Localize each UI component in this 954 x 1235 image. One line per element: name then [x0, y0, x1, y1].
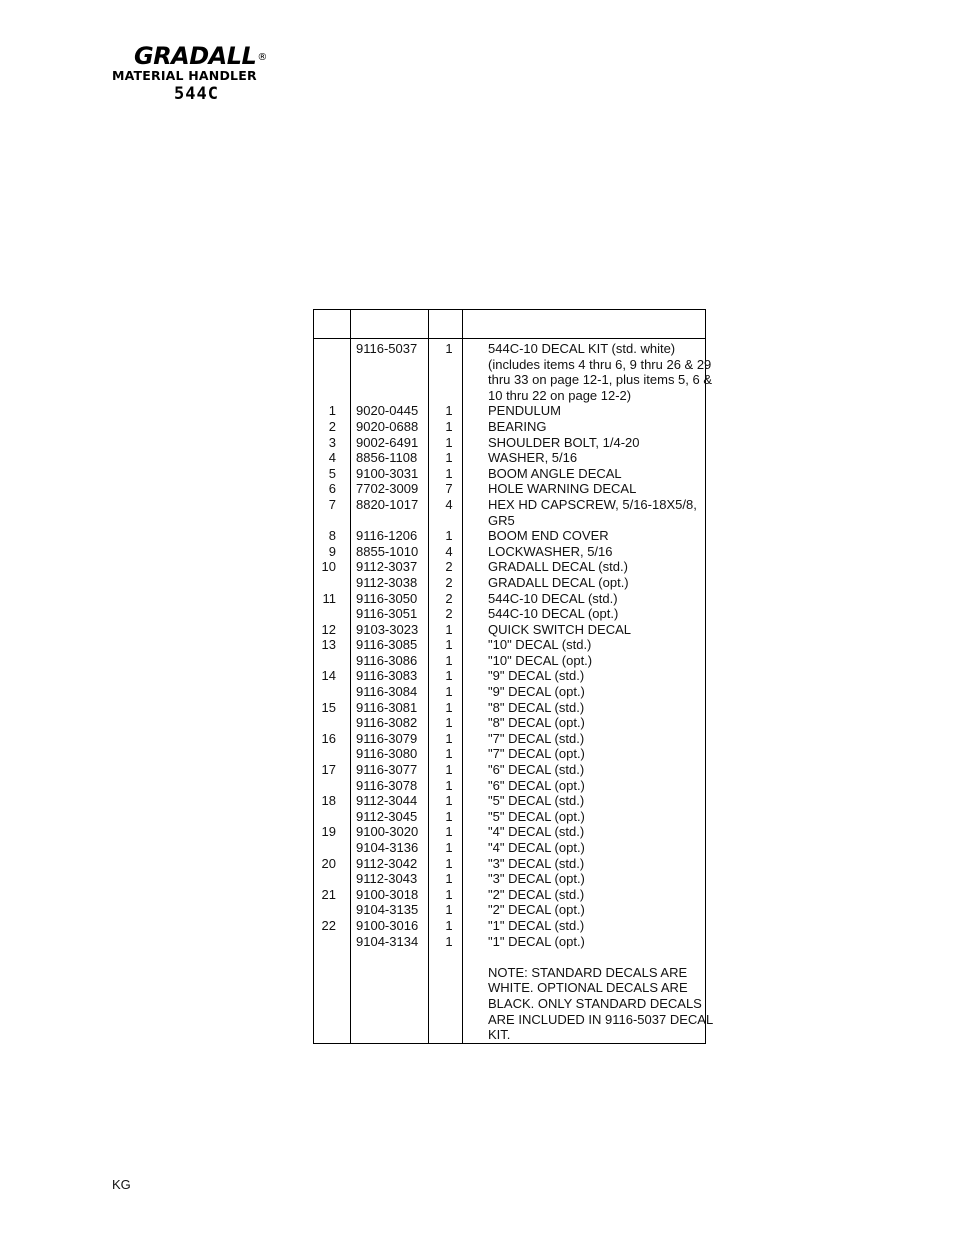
table-row — [314, 684, 705, 700]
table-row — [314, 918, 705, 934]
model-number: 544C — [174, 84, 219, 104]
quantity: 1 — [445, 746, 453, 762]
quantity: 1 — [445, 933, 453, 949]
description: PENDULUM — [488, 403, 561, 419]
quantity: 1 — [445, 777, 453, 793]
item-number: 15 — [321, 699, 336, 715]
description: "1" DECAL (opt.) — [488, 933, 585, 949]
description: BOOM ANGLE DECAL — [488, 465, 622, 481]
footer-code: KG — [112, 1177, 131, 1192]
item-number: 4 — [328, 450, 336, 466]
table-row — [314, 341, 713, 403]
quantity: 1 — [445, 621, 453, 637]
parts-table — [313, 309, 713, 1044]
table-row — [314, 700, 705, 716]
item-number — [314, 809, 336, 825]
note-row — [314, 964, 713, 1043]
description: "4" DECAL (opt.) — [488, 840, 585, 855]
part-number: 9002-6491 — [356, 434, 419, 450]
part-number: 9112-3037 — [356, 559, 418, 575]
part-number: 9112-3044 — [356, 793, 418, 809]
description: "8" DECAL (std.) — [488, 699, 585, 715]
item-number: 20 — [321, 855, 336, 871]
quantity: 1 — [445, 917, 453, 933]
brand-name-text: GRADALL — [134, 42, 257, 70]
item-number: 3 — [328, 434, 336, 450]
part-number: 9103-3023 — [356, 621, 419, 637]
description: HEX HD CAPSCREW, 5/16-18X5/8, GR5 — [488, 496, 697, 528]
quantity: 1 — [445, 808, 453, 824]
table-row — [314, 934, 705, 950]
table-row — [314, 466, 705, 482]
table-row — [314, 824, 705, 840]
part-number: 9116-3081 — [356, 699, 418, 715]
item-number: 18 — [321, 793, 336, 809]
table-row — [314, 653, 705, 669]
item-number — [314, 840, 336, 856]
description: "2" DECAL (std.) — [488, 886, 585, 902]
quantity: 1 — [445, 450, 453, 466]
item-number — [314, 871, 336, 887]
quantity: 1 — [445, 871, 453, 887]
table-row — [314, 403, 705, 419]
parts-table-body — [314, 341, 713, 1043]
part-number: 9116-3051 — [356, 606, 418, 622]
item-number: 2 — [328, 418, 336, 434]
quantity: 2 — [445, 606, 453, 622]
quantity: 2 — [445, 559, 453, 575]
item-number: 12 — [321, 621, 336, 637]
item-number — [314, 684, 336, 700]
description: QUICK SWITCH DECAL — [488, 621, 632, 637]
quantity: 1 — [445, 528, 453, 544]
item-number: 21 — [321, 886, 336, 902]
part-number: 8856-1108 — [356, 450, 418, 466]
quantity: 4 — [445, 496, 453, 512]
table-row — [314, 481, 705, 497]
empty-cell — [336, 965, 434, 1043]
empty-cell — [314, 965, 336, 1043]
item-number: 7 — [328, 496, 336, 512]
description: "3" DECAL (opt.) — [488, 871, 585, 887]
part-number: 9100-3016 — [356, 917, 419, 933]
item-number — [314, 653, 336, 669]
description: "3" DECAL (std.) — [488, 855, 585, 871]
table-row — [314, 544, 705, 560]
table-row — [314, 871, 705, 887]
part-number: 7702-3009 — [356, 481, 419, 497]
quantity: 1 — [445, 730, 453, 746]
quantity: 1 — [445, 855, 453, 871]
quantity: 1 — [445, 403, 453, 419]
part-number: 9104-3134 — [356, 933, 419, 949]
part-number: 9116-3084 — [356, 684, 418, 700]
part-number: 9104-3135 — [356, 902, 419, 918]
quantity: 1 — [445, 637, 453, 653]
table-row — [314, 419, 705, 435]
description: 544C-10 DECAL (std.) — [488, 590, 618, 606]
description: "9" DECAL (opt.) — [488, 684, 585, 700]
part-number: 9116-3050 — [356, 590, 418, 606]
item-number: 8 — [328, 528, 336, 544]
part-number: 9104-3136 — [356, 840, 419, 855]
brand-subtitle: MATERIAL HANDLER — [112, 68, 257, 83]
table-row — [314, 715, 705, 731]
table-row — [314, 840, 705, 856]
table-row — [314, 591, 705, 607]
header-divider — [314, 338, 705, 339]
description: BEARING — [488, 418, 547, 434]
part-number: 9020-0445 — [356, 403, 419, 419]
quantity: 1 — [445, 684, 453, 700]
description: BOOM END COVER — [488, 528, 609, 544]
part-number: 9100-3018 — [356, 886, 419, 902]
table-row — [314, 450, 705, 466]
table-row — [314, 559, 705, 575]
item-number — [314, 715, 336, 731]
table-row — [314, 637, 705, 653]
description: WASHER, 5/16 — [488, 450, 578, 466]
part-number: 9112-3042 — [356, 855, 418, 871]
part-number: 9112-3038 — [356, 574, 418, 590]
description: "4" DECAL (std.) — [488, 824, 585, 840]
quantity: 1 — [445, 668, 453, 684]
description: "10" DECAL (opt.) — [488, 652, 593, 668]
table-row — [314, 731, 705, 747]
part-number: 9020-0688 — [356, 418, 419, 434]
quantity: 1 — [445, 840, 453, 855]
item-number: 14 — [321, 668, 336, 684]
description: "6" DECAL (std.) — [488, 762, 585, 778]
item-number: 22 — [321, 917, 336, 933]
part-number: 9100-3020 — [356, 824, 419, 840]
quantity: 1 — [445, 793, 453, 809]
table-row — [314, 856, 705, 872]
part-number: 9116-3077 — [356, 762, 418, 778]
part-number: 9116-5037 — [356, 341, 418, 356]
description: "7" DECAL (std.) — [488, 730, 585, 746]
quantity: 7 — [445, 481, 453, 497]
quantity: 1 — [445, 824, 453, 840]
item-number — [314, 934, 336, 950]
table-row — [314, 902, 705, 918]
quantity: 1 — [445, 715, 453, 731]
item-number — [314, 778, 336, 794]
part-number: 9112-3043 — [356, 871, 418, 887]
table-row — [314, 575, 705, 591]
note-text: NOTE: STANDARD DECALS ARE WHITE. OPTIONAL DECALS ARE BLACK. ONLY STANDARD DECALS ARE INCLUDED IN 9116-5037 DECAL KIT. — [488, 964, 713, 1043]
description: "8" DECAL (opt.) — [488, 715, 585, 731]
quantity: 1 — [445, 341, 453, 356]
description: 544C-10 DECAL KIT (std. white) (includes items 4 thru 6, 9 thru 26 & 29 thru 33 on page 12-1, plus items 5, 6 & 10 thru 22 on page 12-2) — [488, 341, 713, 403]
item-number — [314, 341, 336, 403]
part-number: 9116-1206 — [356, 528, 418, 544]
table-row — [314, 793, 705, 809]
description: "2" DECAL (opt.) — [488, 902, 585, 918]
description: "1" DECAL (std.) — [488, 917, 585, 933]
table-row — [314, 606, 705, 622]
quantity: 1 — [445, 418, 453, 434]
empty-cell — [434, 965, 464, 1043]
quantity: 2 — [445, 590, 453, 606]
item-number — [314, 902, 336, 918]
table-row — [314, 622, 705, 638]
registered-mark: ® — [257, 52, 267, 63]
table-row — [314, 762, 705, 778]
description: GRADALL DECAL (std.) — [488, 559, 628, 575]
description: "6" DECAL (opt.) — [488, 777, 585, 793]
table-row — [314, 497, 705, 528]
part-number: 9116-3083 — [356, 668, 418, 684]
description: LOCKWASHER, 5/16 — [488, 543, 613, 559]
description: 544C-10 DECAL (opt.) — [488, 606, 619, 622]
quantity: 1 — [445, 699, 453, 715]
spacer — [314, 949, 705, 965]
item-number: 19 — [321, 824, 336, 840]
item-number: 5 — [328, 465, 336, 481]
item-number — [314, 606, 336, 622]
quantity: 1 — [445, 434, 453, 450]
table-row — [314, 746, 705, 762]
part-number: 9100-3031 — [356, 465, 419, 481]
item-number: 10 — [321, 559, 336, 575]
quantity: 1 — [445, 762, 453, 778]
item-number: 16 — [321, 730, 336, 746]
part-number: 9116-3080 — [356, 746, 418, 762]
part-number: 9116-3078 — [356, 777, 418, 793]
brand-name — [134, 42, 267, 70]
description: "10" DECAL (std.) — [488, 637, 592, 653]
item-number — [314, 575, 336, 591]
description: "5" DECAL (std.) — [488, 793, 585, 809]
part-number: 9116-3082 — [356, 715, 418, 731]
item-number: 11 — [322, 590, 336, 606]
quantity: 1 — [445, 902, 453, 918]
table-row — [314, 778, 705, 794]
quantity: 1 — [445, 465, 453, 481]
part-number: 9116-3086 — [356, 652, 418, 668]
item-number: 9 — [328, 543, 336, 559]
item-number: 13 — [321, 637, 336, 653]
description: SHOULDER BOLT, 1/4-20 — [488, 434, 640, 450]
part-number: 9112-3045 — [356, 808, 418, 824]
table-row — [314, 528, 705, 544]
part-number: 8855-1010 — [356, 543, 419, 559]
description: GRADALL DECAL (opt.) — [488, 574, 629, 590]
description: "5" DECAL (opt.) — [488, 808, 585, 824]
description: "9" DECAL (std.) — [488, 668, 585, 684]
item-number: 6 — [328, 481, 336, 497]
part-number: 8820-1017 — [356, 496, 419, 512]
quantity: 2 — [445, 574, 453, 590]
item-number — [314, 746, 336, 762]
description: HOLE WARNING DECAL — [488, 481, 637, 497]
item-number: 1 — [328, 403, 336, 419]
table-row — [314, 887, 705, 903]
quantity: 1 — [445, 886, 453, 902]
description: "7" DECAL (opt.) — [488, 746, 585, 762]
quantity: 1 — [445, 652, 453, 668]
part-number: 9116-3079 — [356, 730, 418, 746]
quantity: 4 — [445, 543, 453, 559]
table-row — [314, 435, 705, 451]
part-number: 9116-3085 — [356, 637, 418, 653]
table-row — [314, 809, 705, 825]
item-number: 17 — [321, 762, 336, 778]
table-row — [314, 668, 705, 684]
